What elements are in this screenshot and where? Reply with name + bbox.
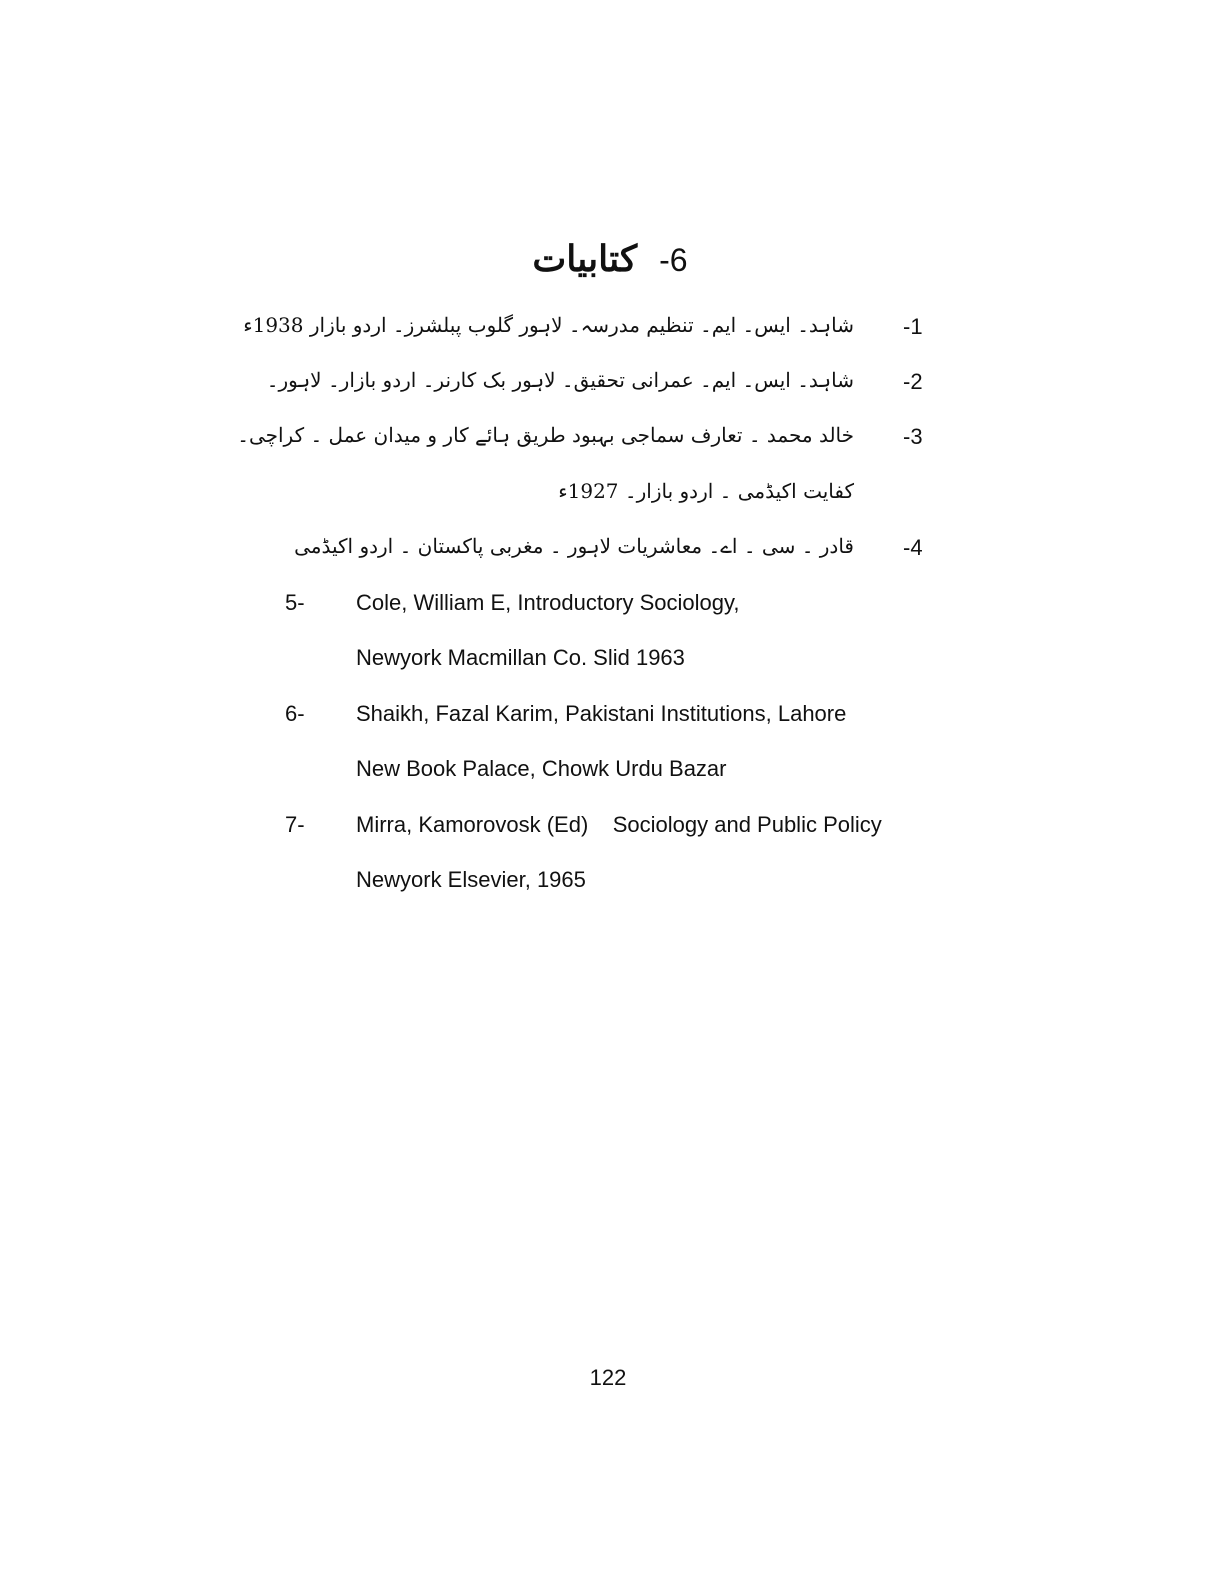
- reference-line: Newyork Elsevier, 1965: [356, 867, 586, 892]
- reference-number: 6-: [285, 701, 305, 726]
- reference-number: -3: [903, 424, 923, 449]
- reference-line: خالد محمد ۔ تعارف سماجی بہبود طریق ہائے کار و میدان عمل ۔ کراچی۔: [237, 423, 854, 447]
- page-title: [380, 238, 840, 280]
- reference-line: کفایت اکیڈمی ۔ اردو بازار۔ 1927ء: [558, 479, 854, 503]
- reference-line: New Book Palace, Chowk Urdu Bazar: [356, 756, 727, 781]
- reference-line: شاہد۔ ایس۔ ایم۔ عمرانی تحقیق۔ لاہور بک کارنر۔ اردو بازار۔ لاہور۔: [266, 368, 854, 392]
- reference-number: -4: [903, 535, 923, 560]
- chapter-number: -6: [659, 242, 688, 278]
- reference-number: -1: [903, 314, 923, 339]
- reference-line: Newyork Macmillan Co. Slid 1963: [356, 645, 685, 670]
- reference-number: -2: [903, 369, 923, 394]
- reference-line: Cole, William E, Introductory Sociology,: [356, 590, 740, 615]
- reference-line: Mirra, Kamorovosk (Ed) Sociology and Public Policy: [356, 812, 882, 837]
- reference-line: شاہد۔ ایس۔ ایم۔ تنظیم مدرسہ۔ لاہور گلوب پبلشرز۔ اردو بازار 1938ء: [243, 313, 854, 337]
- chapter-title: کتابیات: [532, 238, 638, 280]
- page-number: 122: [589, 1365, 627, 1390]
- reference-number: 5-: [285, 590, 305, 615]
- reference-line: Shaikh, Fazal Karim, Pakistani Institutions, Lahore: [356, 701, 847, 726]
- reference-line: قادر ۔ سی ۔ اے۔ معاشریات لاہور ۔ مغربی پاکستان ۔ اردو اکیڈمی: [294, 534, 854, 558]
- reference-number: 7-: [285, 812, 305, 837]
